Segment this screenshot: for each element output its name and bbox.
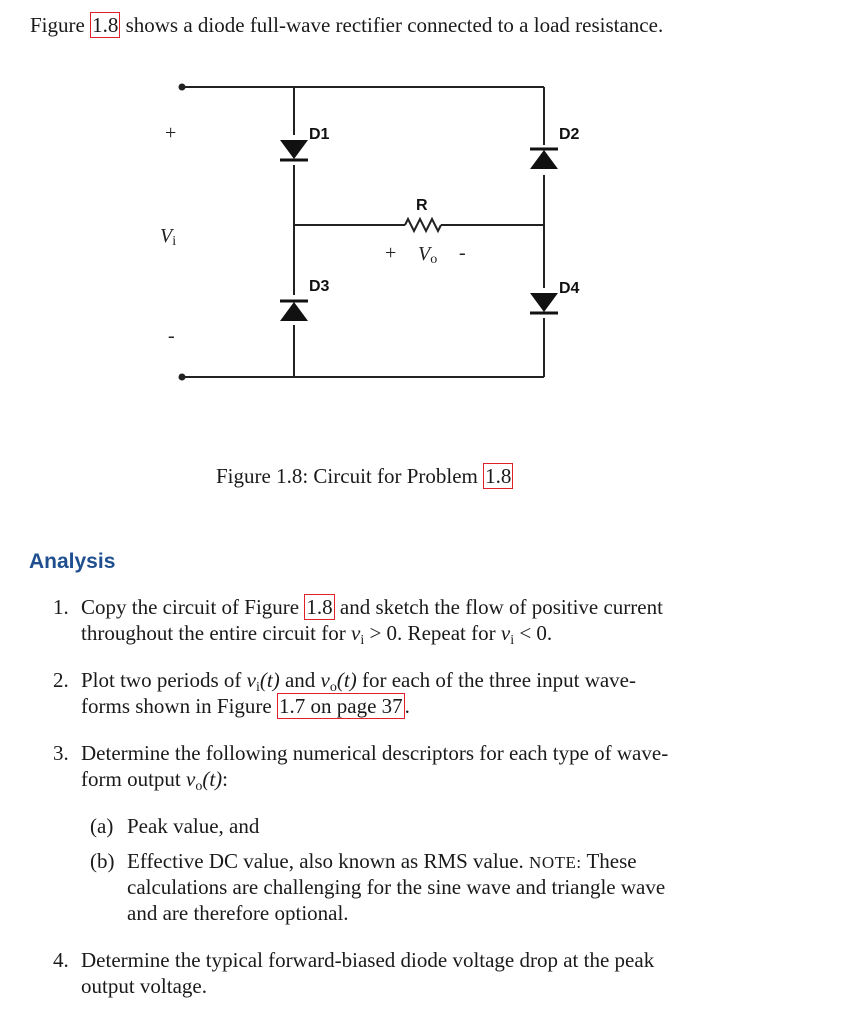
d1-label: D1 bbox=[309, 126, 330, 143]
input-voltage-label: Vi bbox=[160, 225, 177, 249]
item2-period: . bbox=[404, 694, 410, 718]
input-terminal-top bbox=[179, 84, 186, 91]
item1-text-a: Copy the circuit of Figure bbox=[81, 595, 300, 619]
diode-d2-symbol bbox=[530, 145, 558, 175]
list-item-2-number: 2. bbox=[53, 668, 69, 692]
item1-text-b: and sketch the flow of positive current bbox=[339, 595, 663, 619]
vo-label: Vo bbox=[418, 243, 438, 267]
sub-b-note-label: NOTE: bbox=[529, 853, 582, 872]
item2-text-b: and bbox=[284, 668, 316, 692]
sub-item-b-line-2: calculations are challenging for the sine wave and triangle wave bbox=[127, 875, 666, 899]
item2-page-ref-link[interactable]: 1.7 on page 37 bbox=[279, 694, 403, 718]
rectifier-circuit-diagram bbox=[0, 0, 843, 460]
item3-colon: : bbox=[222, 767, 228, 791]
item1-vi-symbol: $v_i$ bbox=[351, 621, 365, 648]
list-item-1-line-2 bbox=[81, 620, 552, 654]
problem-ref-link[interactable]: 1.8 bbox=[485, 464, 512, 488]
figure-ref-link[interactable]: 1.8 bbox=[92, 13, 119, 37]
sub-item-a-text: Peak value, and bbox=[127, 814, 260, 838]
item2-text-d: forms shown in Figure bbox=[81, 694, 272, 718]
diode-d4-symbol bbox=[530, 288, 558, 318]
vo-plus-label: + bbox=[385, 242, 397, 264]
intro-figure-word: Figure bbox=[30, 13, 85, 37]
vo-minus-label: - bbox=[459, 242, 466, 264]
sub-item-b-line-3: and are therefore optional. bbox=[127, 901, 349, 925]
list-item-2-line-2 bbox=[81, 693, 410, 719]
sub-b-text-a: Effective DC value, also known as RMS value. bbox=[127, 849, 524, 873]
item1-text-d: > 0. Repeat for bbox=[369, 621, 496, 645]
input-terminal-bottom bbox=[179, 374, 186, 381]
diode-d3-symbol bbox=[280, 295, 308, 325]
list-item-4-line-1: Determine the typical forward-biased diode voltage drop at the peak bbox=[81, 948, 655, 972]
list-item-3-line-2 bbox=[81, 766, 228, 800]
item1-figure-ref-link[interactable]: 1.8 bbox=[306, 595, 333, 619]
item3-vo-t-symbol: $v_o(t)$ bbox=[186, 767, 223, 794]
intro-rest: shows a diode full-wave rectifier connected to a load resistance. bbox=[125, 13, 664, 37]
sub-item-b-line-1 bbox=[127, 848, 637, 876]
list-item-3-line-1: Determine the following numerical descriptors for each type of wave- bbox=[81, 741, 669, 765]
d2-label: D2 bbox=[559, 126, 580, 143]
d3-label: D3 bbox=[309, 278, 330, 295]
list-item-1-number: 1. bbox=[53, 595, 69, 619]
caption-text: Figure 1.8: Circuit for Problem bbox=[216, 464, 478, 488]
sub-b-text-b: These bbox=[586, 849, 637, 873]
list-item-4-line-2: output voltage. bbox=[81, 974, 207, 998]
list-item-4-number: 4. bbox=[53, 948, 69, 972]
item1-text-e: < 0. bbox=[519, 621, 553, 645]
resistor-symbol bbox=[405, 219, 441, 231]
analysis-heading: Analysis bbox=[29, 550, 116, 573]
item2-vo-t-symbol: $v_o(t)$ bbox=[320, 668, 357, 695]
sub-item-a-tag: (a) bbox=[90, 814, 114, 838]
sub-item-b-tag: (b) bbox=[90, 849, 115, 873]
list-item-1-line-1 bbox=[81, 594, 663, 620]
list-item-3-number: 3. bbox=[53, 741, 69, 765]
item2-text-c: for each of the three input wave- bbox=[361, 668, 636, 692]
item3-text-a: form output bbox=[81, 767, 181, 791]
input-minus-label: - bbox=[168, 325, 175, 347]
item2-text-a: Plot two periods of bbox=[81, 668, 242, 692]
item2-vi-t-symbol: $v_i(t)$ bbox=[246, 668, 280, 695]
item1-vi-symbol-2: $v_i$ bbox=[500, 621, 515, 648]
resistor-label: R bbox=[416, 197, 428, 214]
input-plus-label: + bbox=[165, 122, 177, 144]
d4-label: D4 bbox=[559, 280, 580, 297]
item1-text-c: throughout the entire circuit for bbox=[81, 621, 346, 645]
figure-caption bbox=[216, 463, 513, 489]
diode-d1-symbol bbox=[280, 135, 308, 165]
